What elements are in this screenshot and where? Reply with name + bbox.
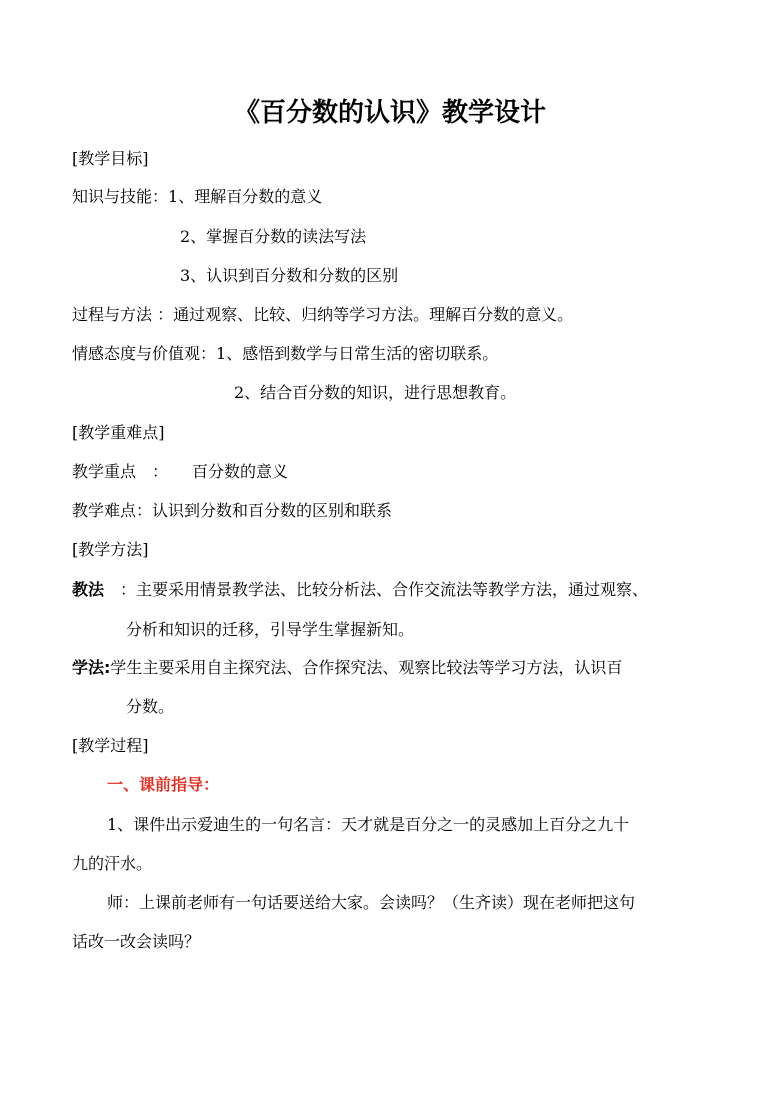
difficult-point-label: 教学难点：: [72, 501, 153, 520]
learning-method-line: [72, 658, 622, 678]
learning-method-text-2: 分数。: [126, 697, 175, 716]
difficult-point-text: 认识到分数和百分数的区别和联系: [152, 501, 393, 520]
document-title: 《百分数的认识》教学设计: [233, 98, 546, 128]
key-point-label: 教学重点 ：: [72, 462, 169, 481]
emotion-item-2: 2、结合百分数的知识，进行思想教育。: [234, 383, 517, 402]
section-header-key-points: [教学重难点]: [72, 423, 165, 442]
process-label: 过程与方法 ：: [72, 305, 174, 324]
paragraph-2-line-1: 师：上课前老师有一句话要送给大家。会读吗？（生齐读）现在老师把这句: [107, 893, 636, 912]
key-point-text: 百分数的意义: [192, 462, 289, 481]
process-line: [72, 305, 573, 325]
skills-line: [72, 187, 322, 207]
emotion-item-1: 1、感悟到数学与日常生活的密切联系。: [216, 344, 499, 363]
teaching-method-text-1: ：主要采用情景教学法、比较分析法、合作交流法等教学方法，通过观察、: [120, 580, 649, 599]
paragraph-1-line-1: 1、课件出示爱迪生的一句名言：天才就是百分之一的灵感加上百分之九十: [107, 815, 630, 834]
learning-method-label: 学法:: [72, 658, 111, 677]
key-point-line: [72, 462, 288, 482]
section-header-process: [教学过程]: [72, 736, 149, 755]
process-text: 通过观察、比较、归纳等学习方法。理解百分数的意义。: [173, 305, 574, 324]
section-header-goals: [教学目标]: [72, 149, 149, 168]
teaching-method-line: [72, 580, 648, 600]
skills-item-2: 2、掌握百分数的读法写法: [180, 227, 367, 246]
emotion-label: 情感态度与价值观：: [72, 344, 217, 363]
teaching-method-label: 教法: [72, 580, 105, 599]
paragraph-1-line-2: 九的汗水。: [72, 854, 153, 873]
teaching-method-text-2: 分析和知识的迁移，引导学生掌握新知。: [126, 620, 415, 639]
difficult-point-line: [72, 501, 392, 521]
section-header-methods: [教学方法]: [72, 540, 149, 559]
learning-method-text-1: 学生主要采用自主探究法、合作探究法、观察比较法等学习方法，认识百: [110, 658, 623, 677]
skills-item-1: 1、理解百分数的意义: [168, 187, 323, 206]
step-one-title: 一、课前指导：: [107, 775, 220, 794]
paragraph-2-line-2: 话改一改会读吗？: [72, 932, 201, 951]
skills-label: 知识与技能：: [72, 187, 169, 206]
emotion-line: [72, 344, 498, 364]
skills-item-3: 3、认识到百分数和分数的区别: [180, 266, 399, 285]
